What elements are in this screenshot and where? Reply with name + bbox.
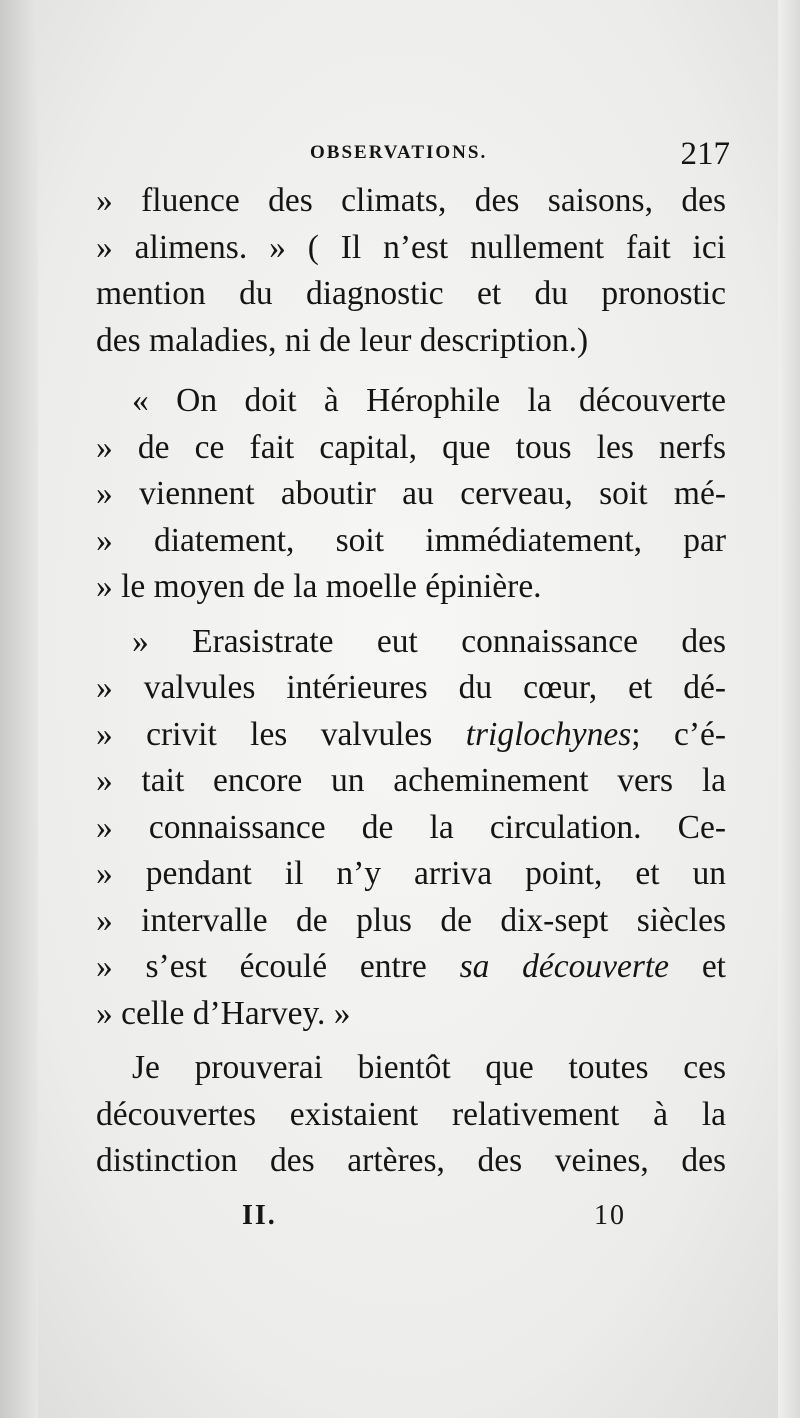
text-line: » le moyen de la moelle épinière. bbox=[96, 568, 542, 605]
text-line: » Erasistrate eut connaissance des bbox=[132, 622, 726, 660]
text-line: » intervalle de plus de dix-sept siècles bbox=[96, 901, 726, 939]
text-line: » alimens. » ( Il n’est nullement fait ici bbox=[96, 228, 726, 266]
text-line: des maladies, ni de leur description.) bbox=[96, 321, 589, 359]
spine-shadow bbox=[0, 0, 38, 1418]
text-line: « On doit à Hérophile la découverte bbox=[132, 382, 726, 419]
text-line-mixed bbox=[96, 944, 726, 991]
text-line: Je prouverai bientôt que toutes ces bbox=[132, 1049, 726, 1086]
text-line: » diatement, soit immédiatement, par bbox=[96, 521, 726, 559]
running-head: OBSERVATIONS. bbox=[310, 142, 488, 163]
italic-term: triglochynes bbox=[465, 715, 632, 753]
text-line: découvertes existaient relativement à la bbox=[96, 1095, 726, 1133]
text-line: » tait encore un acheminement vers la bbox=[96, 762, 726, 799]
text-line: » viennent aboutir au cerveau, soit mé- bbox=[96, 475, 726, 512]
paragraph-gap bbox=[96, 611, 726, 619]
paragraph-gap bbox=[96, 364, 726, 378]
page-number: 217 bbox=[680, 136, 730, 172]
page-footer bbox=[100, 1200, 730, 1240]
text-run: et bbox=[701, 948, 726, 985]
italic-term: sa découverte bbox=[459, 948, 670, 985]
text-line-mixed bbox=[96, 712, 726, 759]
text-line: » fluence des climats, des saisons, des bbox=[96, 182, 726, 219]
text-line: » connaissance de la circulation. Ce- bbox=[96, 808, 726, 846]
text-line: » pendant il n’y arriva point, et un bbox=[96, 855, 726, 892]
text-line: » celle d’Harvey. » bbox=[96, 994, 351, 1032]
sheet-number: 10 bbox=[594, 1200, 626, 1231]
paragraph-gap bbox=[96, 1037, 726, 1045]
text-line: » de ce fait capital, que tous les nerfs bbox=[96, 428, 726, 466]
page-header bbox=[100, 136, 730, 176]
text-line: distinction des artères, des veines, des bbox=[96, 1142, 726, 1179]
text-line: » valvules intérieures du cœur, et dé- bbox=[96, 669, 726, 706]
text-line: mention du diagnostic et du pronostic bbox=[96, 275, 726, 312]
text-run: ; c’é- bbox=[631, 715, 726, 753]
text-run: » crivit les valvules bbox=[96, 715, 433, 753]
page-edge bbox=[778, 0, 800, 1418]
signature-mark: II. bbox=[242, 1200, 277, 1231]
text-run: » s’est écoulé entre bbox=[96, 948, 427, 985]
page-body bbox=[96, 178, 726, 1185]
